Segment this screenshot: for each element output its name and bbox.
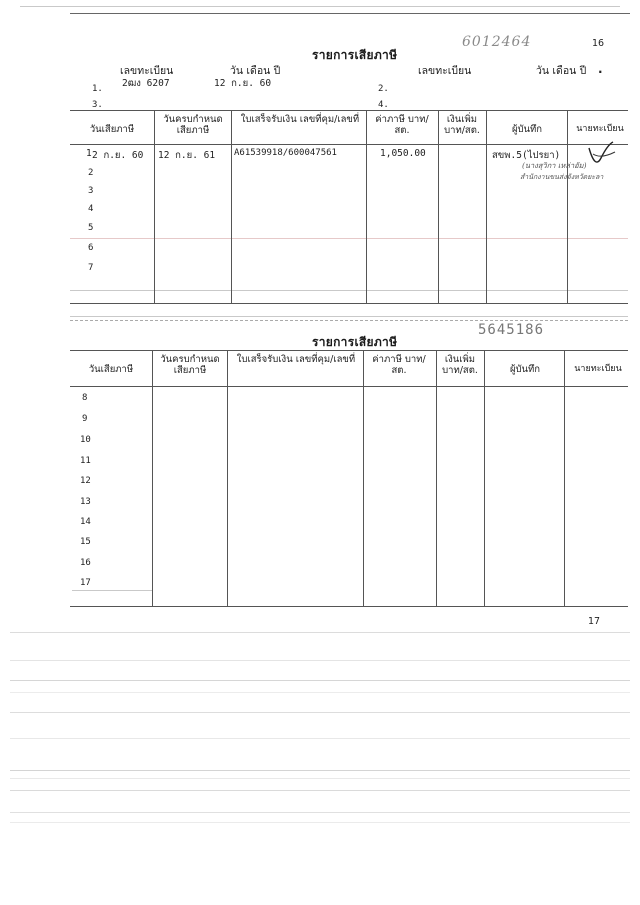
t1-r1-num: 1 xyxy=(86,148,92,159)
t2-r17-num: 17 xyxy=(80,578,91,588)
registrar-signature-icon xyxy=(585,140,619,168)
entry-1-date: 12 ก.ย. 60 xyxy=(214,78,272,89)
t1-r2-num: 2 xyxy=(88,168,94,178)
date-label-left: วัน เดือน ปี xyxy=(230,65,281,77)
t1-r1-due: 12 ก.ย. 61 xyxy=(158,150,216,161)
t2-h-fine: เงินเพิ่ม บาท/สต. xyxy=(442,354,478,376)
t2-h-recorder: ผู้บันทึก xyxy=(509,364,541,375)
date-label-right: วัน เดือน ปี xyxy=(536,65,587,77)
entry-3-num: 3. xyxy=(92,100,103,110)
t2-r15-num: 15 xyxy=(80,537,91,547)
table2-bottom-line xyxy=(70,606,628,607)
entry-1-num: 1. xyxy=(92,84,103,94)
entry-4-num: 4. xyxy=(378,100,389,110)
t1-r5-num: 5 xyxy=(88,223,94,233)
t1-h-tax: ค่าภาษี บาท/สต. xyxy=(375,114,429,136)
section2-title: รายการเสียภาษี xyxy=(312,335,398,349)
table2-header-line xyxy=(70,386,628,387)
t1-r1-recorder: สขพ.5(ไปรยา) xyxy=(492,150,561,161)
t1-r1-recorder-note2: สำนักงานขนส่งจังหวัดยะลา xyxy=(520,173,604,181)
dot-mark: . xyxy=(598,62,603,76)
t2-r14-num: 14 xyxy=(80,517,91,527)
t1-h-recorder: ผู้บันทึก xyxy=(511,124,543,135)
t1-h-date-paid: วันเสียภาษี xyxy=(89,124,135,135)
page-number-top: 16 xyxy=(592,38,605,49)
stamp-number-top: 6012464 xyxy=(462,34,532,50)
reg-label-left: เลขทะเบียน xyxy=(120,65,174,77)
t1-r1-tax: 1,050.00 xyxy=(380,148,426,159)
t2-r10-num: 10 xyxy=(80,435,91,445)
t1-h-due: วันครบกำหนด เสียภาษี xyxy=(163,114,223,136)
t1-r1-date-paid: 2 ก.ย. 60 xyxy=(92,150,144,161)
t1-r1-receipt: A61539918/600047561 xyxy=(234,148,337,158)
t1-h-fine: เงินเพิ่ม บาท/สต. xyxy=(444,114,480,136)
section1-title: รายการเสียภาษี xyxy=(312,48,398,62)
t2-h-registrar: นายทะเบียน xyxy=(574,364,622,374)
table1-bottom-line xyxy=(70,303,628,304)
t2-h-due: วันครบกำหนด เสียภาษี xyxy=(160,354,220,376)
t1-h-registrar: นายทะเบียน xyxy=(576,124,624,134)
t1-r7-num: 7 xyxy=(88,263,94,273)
t1-r1-recorder-note: (นางสุวิกา เหล่าอัม) xyxy=(522,161,587,170)
entry-1-reg: 2ฒง 6207 xyxy=(122,78,170,89)
entry-2-num: 2. xyxy=(378,84,389,94)
t2-h-date-paid: วันเสียภาษี xyxy=(88,364,134,375)
t2-r13-num: 13 xyxy=(80,497,91,507)
t1-r6-num: 6 xyxy=(88,243,94,253)
table2-top-line xyxy=(70,350,628,351)
stamp-number-mid: 5645186 xyxy=(478,322,545,338)
page-number-bottom: 17 xyxy=(588,616,601,627)
t2-r16-num: 16 xyxy=(80,558,91,568)
t2-r9-num: 9 xyxy=(82,414,88,424)
t1-h-receipt: ใบเสร็จรับเงิน เลขที่คุม/เลขที่ xyxy=(240,114,360,125)
t2-r12-num: 12 xyxy=(80,476,91,486)
t2-r11-num: 11 xyxy=(80,456,91,466)
t1-r3-num: 3 xyxy=(88,186,94,196)
t2-h-tax: ค่าภาษี บาท/สต. xyxy=(372,354,426,376)
t1-r4-num: 4 xyxy=(88,204,94,214)
reg-label-right: เลขทะเบียน xyxy=(418,65,472,77)
t2-h-receipt: ใบเสร็จรับเงิน เลขที่คุม/เลขที่ xyxy=(236,354,356,365)
t2-r8-num: 8 xyxy=(82,393,88,403)
